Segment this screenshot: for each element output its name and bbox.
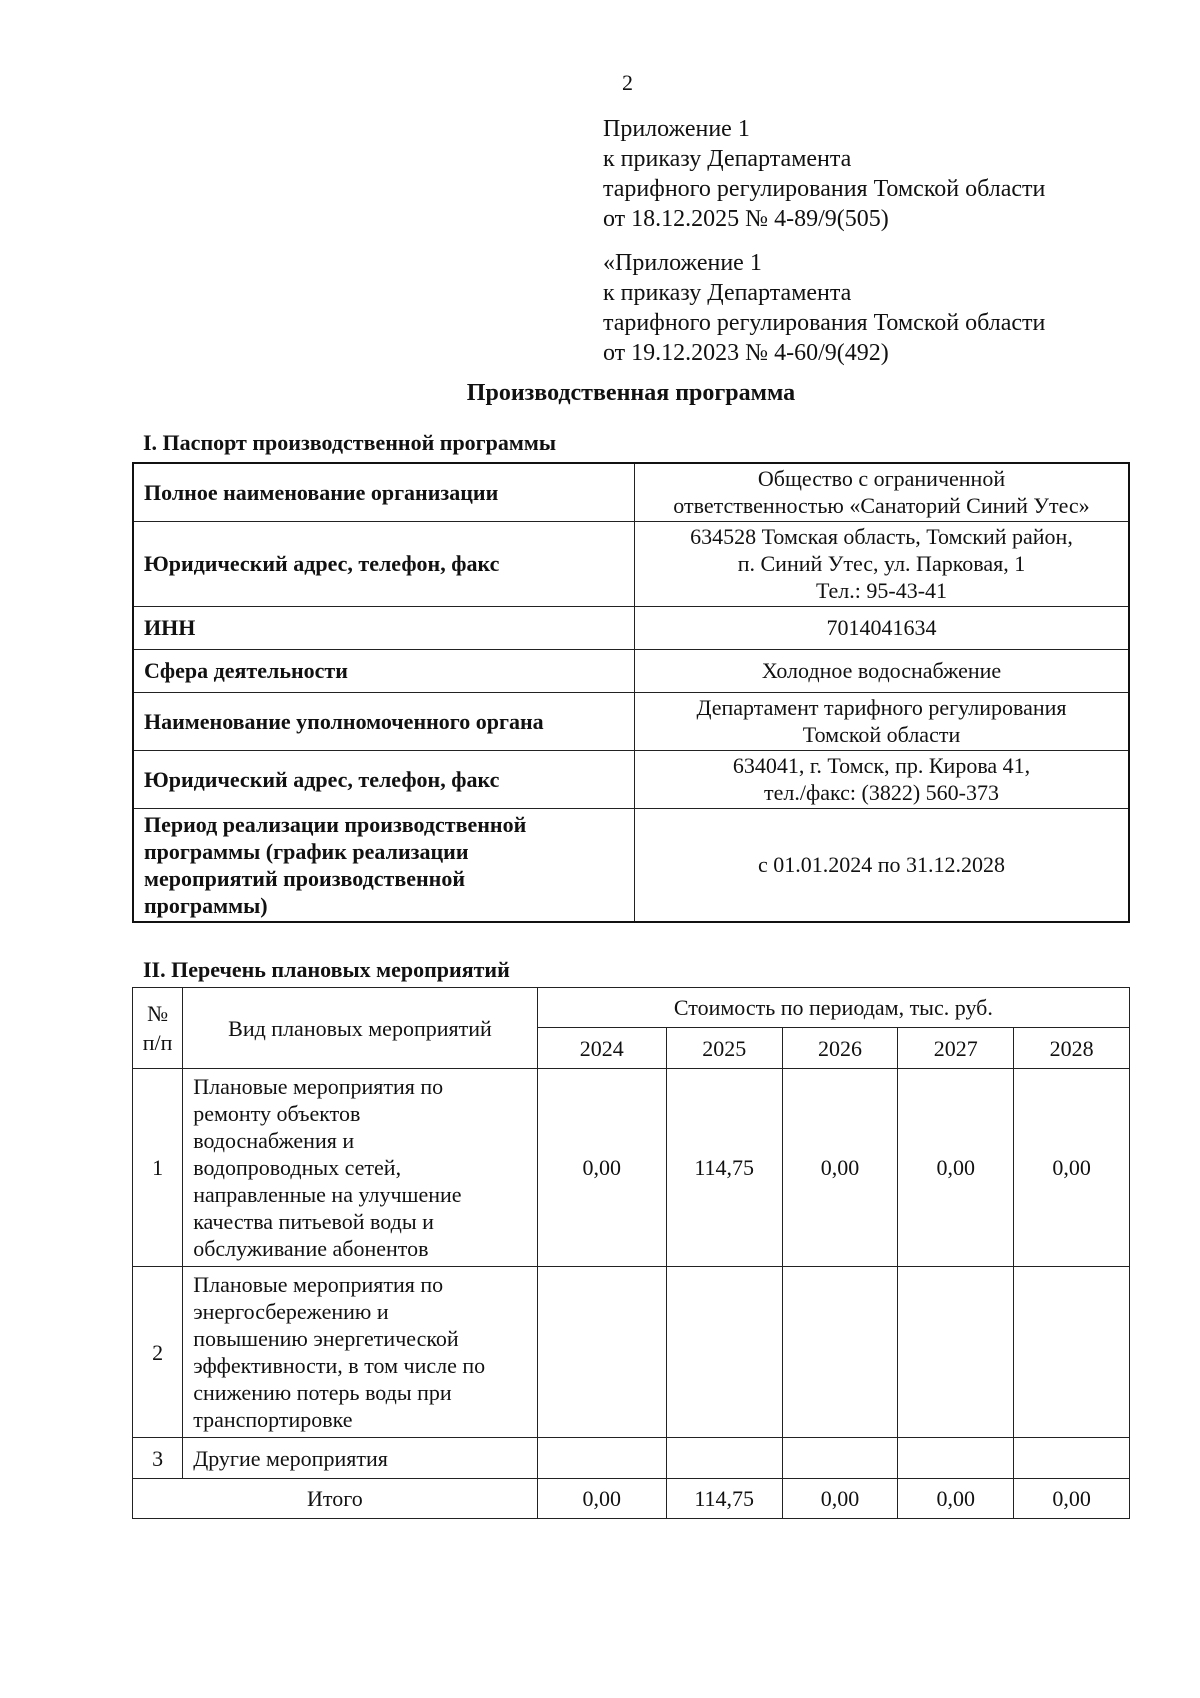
header-cost: Стоимость по периодам, тыс. руб. xyxy=(537,988,1129,1028)
plan-num: 2 xyxy=(133,1267,183,1438)
text-line: 634528 Томская область, Томский район, xyxy=(690,524,1073,549)
plan-desc xyxy=(183,1438,538,1479)
appendix-line: «Приложение 1 xyxy=(603,250,762,276)
text-line: Холодное водоснабжение xyxy=(761,658,1002,683)
plan-value: 114,75 xyxy=(666,1069,782,1267)
text-line: Плановые мероприятия по xyxy=(193,1074,444,1099)
plan-value: 0,00 xyxy=(1014,1069,1130,1267)
text-line: повышению энергетической xyxy=(193,1326,459,1351)
header-year: 2027 xyxy=(898,1028,1014,1069)
plan-value xyxy=(898,1438,1014,1479)
text-line: п. Синий Утес, ул. Парковая, 1 xyxy=(737,551,1026,576)
text-line: 634041, г. Томск, пр. Кирова 41, xyxy=(732,753,1031,778)
text-line: Полное наименование организации xyxy=(144,479,499,505)
text-line: качества питьевой воды и xyxy=(193,1209,434,1234)
appendix-line: тарифного регулирования Томской области xyxy=(603,176,1046,202)
plan-value xyxy=(666,1438,782,1479)
plan-num: 1 xyxy=(133,1069,183,1267)
appendix-line: к приказу Департамента xyxy=(603,280,852,306)
total-value: 114,75 xyxy=(666,1479,782,1519)
text-line: энергосбережению и xyxy=(193,1299,389,1324)
text-line: водоснабжения и xyxy=(193,1128,355,1153)
plan-desc xyxy=(183,1267,538,1438)
text-line: Юридический адрес, телефон, факс xyxy=(144,551,500,576)
appendix-line: тарифного регулирования Томской области xyxy=(603,310,1046,336)
passport-value xyxy=(635,606,1130,649)
text-line: Томской области xyxy=(802,722,961,747)
text-line: ответственностью «Санаторий Синий Утес» xyxy=(673,493,1090,519)
text-line: Период реализации производственной xyxy=(144,811,527,837)
plan-value xyxy=(537,1267,666,1438)
plan-value xyxy=(1014,1438,1130,1479)
page-number: 2 xyxy=(622,70,633,95)
appendix-line: от 19.12.2023 № 4-60/9(492) xyxy=(603,340,889,366)
header-type: Вид плановых мероприятий xyxy=(183,988,538,1069)
passport-value xyxy=(635,463,1130,521)
text-line: Общество с ограниченной xyxy=(757,466,1006,492)
passport-label xyxy=(133,750,635,808)
text-line: 7014041634 xyxy=(826,615,937,640)
text-line: Наименование уполномоченного органа xyxy=(144,708,544,734)
total-label: Итого xyxy=(133,1479,538,1519)
header-num: № п/п xyxy=(133,988,183,1069)
plan-num: 3 xyxy=(133,1438,183,1479)
total-value: 0,00 xyxy=(1014,1479,1130,1519)
passport-label xyxy=(133,463,635,521)
text-line: Другие мероприятия xyxy=(193,1445,388,1471)
text-line: транспортировке xyxy=(193,1407,353,1432)
passport-value xyxy=(635,750,1130,808)
passport-value xyxy=(635,692,1130,750)
passport-row xyxy=(133,649,1129,692)
text-line: мероприятий производственной xyxy=(144,865,466,891)
text-line: программы (график реализации xyxy=(144,838,469,864)
total-value: 0,00 xyxy=(782,1479,898,1519)
plan-value: 0,00 xyxy=(537,1069,666,1267)
text-line: Сфера деятельности xyxy=(144,658,348,683)
passport-row xyxy=(133,521,1129,606)
passport-label xyxy=(133,606,635,649)
plan-section-title: II. Перечень плановых мероприятий xyxy=(143,957,510,982)
header-year: 2024 xyxy=(537,1028,666,1069)
text-line: ремонту объектов xyxy=(193,1101,361,1126)
text-line: Тел.: 95-43-41 xyxy=(815,578,948,603)
plan-value: 0,00 xyxy=(898,1069,1014,1267)
plan-value xyxy=(782,1267,898,1438)
passport-label xyxy=(133,808,635,922)
passport-value xyxy=(635,808,1130,922)
text-line: Плановые мероприятия по xyxy=(193,1272,444,1297)
text-line: тел./факс: (3822) 560-373 xyxy=(764,780,999,805)
text-line: с 01.01.2024 по 31.12.2028 xyxy=(757,852,1006,878)
total-value: 0,00 xyxy=(898,1479,1014,1519)
passport-value xyxy=(635,649,1130,692)
passport-section-title: I. Паспорт производственной программы xyxy=(143,430,557,455)
passport-label xyxy=(133,649,635,692)
plan-value xyxy=(1014,1267,1130,1438)
plan-table xyxy=(132,987,1130,1519)
passport-row xyxy=(133,463,1129,521)
plan-total-row xyxy=(133,1479,1130,1519)
appendix-line: от 18.12.2025 № 4-89/9(505) xyxy=(603,206,889,232)
plan-value xyxy=(898,1267,1014,1438)
passport-row xyxy=(133,606,1129,649)
document-title: Производственная программа xyxy=(466,380,796,406)
appendix-header-previous xyxy=(603,248,1045,368)
plan-value: 0,00 xyxy=(782,1069,898,1267)
plan-row xyxy=(133,1069,1130,1267)
plan-value xyxy=(666,1267,782,1438)
plan-value xyxy=(782,1438,898,1479)
appendix-line: к приказу Департамента xyxy=(603,146,852,172)
text-line: Юридический адрес, телефон, факс xyxy=(144,766,500,792)
passport-label xyxy=(133,692,635,750)
plan-row xyxy=(133,1438,1130,1479)
appendix-line: Приложение 1 xyxy=(603,116,750,142)
plan-desc xyxy=(183,1069,538,1267)
passport-table xyxy=(132,462,1130,923)
passport-row xyxy=(133,750,1129,808)
text-line: ИНН xyxy=(144,615,196,640)
text-line: Департамент тарифного регулирования xyxy=(696,695,1067,720)
passport-row xyxy=(133,692,1129,750)
header-year: 2028 xyxy=(1014,1028,1130,1069)
text-line: программы) xyxy=(144,892,268,918)
plan-row xyxy=(133,1267,1130,1438)
passport-label xyxy=(133,521,635,606)
appendix-header-current xyxy=(603,114,1045,234)
text-line: обслуживание абонентов xyxy=(193,1236,429,1261)
total-value: 0,00 xyxy=(537,1479,666,1519)
passport-row xyxy=(133,808,1129,922)
text-line: направленные на улучшение xyxy=(193,1182,462,1207)
text-line: снижению потерь воды при xyxy=(193,1380,452,1405)
passport-value xyxy=(635,521,1130,606)
text-line: водопроводных сетей, xyxy=(193,1155,402,1180)
header-year: 2025 xyxy=(666,1028,782,1069)
text-line: эффективности, в том числе по xyxy=(193,1353,486,1378)
plan-value xyxy=(537,1438,666,1479)
header-year: 2026 xyxy=(782,1028,898,1069)
